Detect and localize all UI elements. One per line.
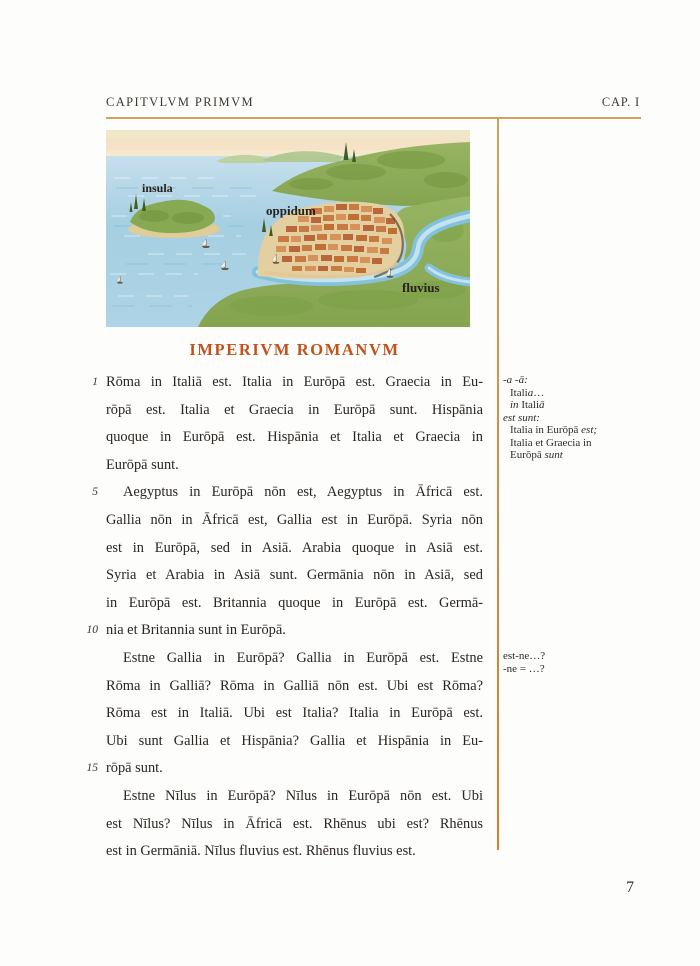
chapter-heading: CAPITVLVM PRIMVM [106,95,255,109]
margin-note [503,374,643,462]
margin-note [503,650,643,675]
text-line: in Eurōpā est. Britannia quoque in Eurōpā est. Germā- [106,594,483,611]
text-line: rōpā est. Italia et Graecia in Eurōpā sunt. Hispānia [106,401,483,418]
margin-note-line: Italia et Graecia in [510,436,592,449]
line-number: 5 [92,486,98,499]
header-rule [106,117,641,119]
text-line: est Nīlus? Nīlus in Āfricā est. Rhēnus ubi est? Rhēnus [106,815,483,832]
text-line: Rōma in Italiā est. Italia in Eurōpā est. Graecia in Eu- [106,374,483,390]
line-number: 15 [86,762,98,775]
watercolor-landscape [106,130,470,327]
line-number: 1 [92,376,98,388]
text-line: Gallia nōn in Āfricā est, Gallia est in Eurōpā. Syria nōn [106,512,483,528]
text-line: Ubi sunt Gallia et Hispānia? Gallia et Hispānia in Eu- [106,732,483,749]
section-title: IMPERIVM ROMANVM [189,340,400,359]
page-number: 7 [626,879,634,896]
margin-note-line: -ne = …? [503,662,545,675]
text-line: nia et Britannia sunt in Eurōpā. [106,622,286,639]
text-line: rōpā sunt. [106,760,163,777]
margin-rule [497,117,499,850]
text-line: Estne Gallia in Eurōpā? Gallia in Eurōpā est. Estne [123,650,483,666]
text-line: Rōma est in Italiā. Ubi est Italia? Italia in Eurōpā est. [106,705,483,722]
margin-note-line: est-ne…? [503,650,546,662]
text-line: quoque in Eurōpā est. Hispānia et Italia et Graecia in [106,429,483,446]
town-label: oppidum [266,203,316,218]
margin-note-line: Eurōpā sunt [510,449,563,461]
text-line: Rōma in Galliā? Rōma in Galliā nōn est. Ubi est Rōma? [106,677,483,694]
margin-note-line: est sunt: [503,411,540,424]
margin-note-line: -a -ā: [503,374,528,386]
illustration-map [106,130,470,327]
chapter-abbrev: CAP. I [601,95,640,109]
margin-note-line: Italia… [510,386,545,399]
text-line: Aegyptus in Eurōpā nōn est, Aegyptus in Āfricā est. [123,484,483,501]
line-number: 10 [86,624,98,637]
river-label: fluvius [402,280,440,295]
text-line: Estne Nīlus in Eurōpā? Nīlus in Eurōpā nōn est. Ubi [123,788,483,804]
island-label: insula [142,181,173,195]
text-line: Eurōpā sunt. [106,456,179,473]
text-line: est in Eurōpā, sed in Asiā. Arabia quoque in Asiā est. [106,539,483,556]
margin-note-line: Italia in Eurōpā est; [510,424,598,436]
text-line: est in Germāniā. Nīlus fluvius est. Rhēnus fluvius est. [106,843,416,860]
margin-note-line: in Italiā [510,399,545,411]
text-line: Syria et Arabia in Asiā sunt. Germānia nōn in Asiā, sed [106,567,483,584]
